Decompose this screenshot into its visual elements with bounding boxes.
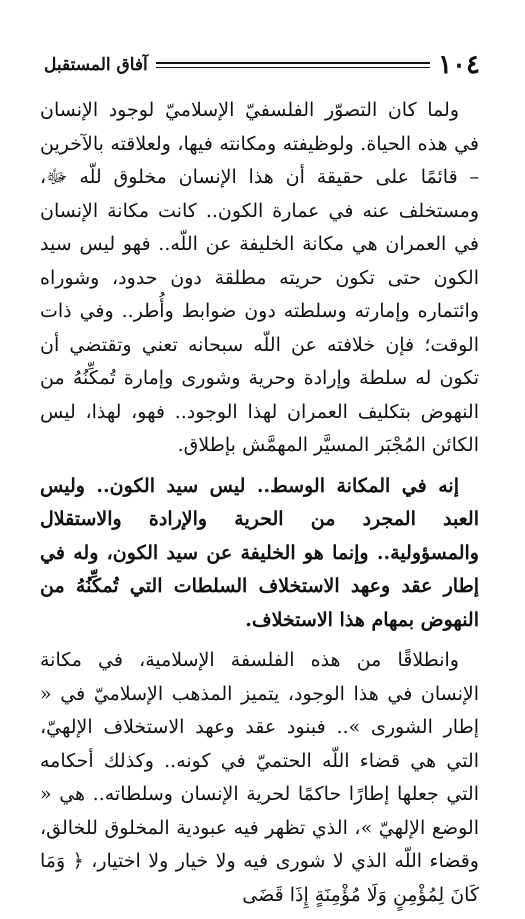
paragraph-1: ولما كان التصوّر الفلسفيّ الإسلاميّ لوجود الإنسان في هذه الحياة. ولوظيفته ومكانته فيها، ولعلاقته بالآخرين – قائمًا على حقيقة أن هذا الإنسان مخلوق للّه ﷻ، ومستخلف عنه في عمارة الكون.. كانت مكانة الإنسان في العمران هي مكانة الخليفة عن اللّه.. فهو ليس سيد الكون حتى تكون حريته مطلقة دون حدود، وشوراه وائتماره وإمارته وسلطته دون ضوابط وأُطر.. وفي ذات الوقت؛ فإن خلافته عن اللّه سبحانه تعني وتقتضي أن تكون له سلطة وإرادة وحرية وشورى وإمارة تُمكِّنُهُ من النهوض بتكليف العمران لهذا الوجود.. فهو، لهذا، ليس الكائن المُجْبَر المسيَّر المهمَّش بإطلاق.	[40, 99, 479, 456]
running-title: آفاق المستقبل	[44, 55, 148, 75]
paragraph-3: وانطلاقًا من هذه الفلسفة الإسلامية، في مكانة الإنسان في هذا الوجود، يتميز المذهب الإسلاميّ في « إطار الشورى ».. فبنود عقد وعهد الاستخلاف الإلهيّ، التي هي قضاء اللّه الحتميّ في كونه.. وكذلك أحكامه التي جعلها إطارًا حاكمًا لحرية الإنسان وسلطاته.. هي « الوضع الإلهيّ »، الذي تظهر فيه عبودية المخلوق للخالق، وقضاء اللّه الذي لا شورى فيه ولا خيار ولا اختيار، ﴿ وَمَا كَانَ لِمُؤْمِنٍ وَلَا مُؤْمِنَةٍ إِذَا قَضَى	[40, 649, 479, 906]
header-rule	[156, 62, 430, 68]
page-number: ١٠٤	[438, 50, 480, 80]
page-header	[44, 50, 480, 80]
paragraph-2-bold: إنه في المكانة الوسط.. ليس سيد الكون.. وليس العبد المجرد من الحرية والإرادة والاستقلال والمسؤولية.. وإنما هو الخليفة عن سيد الكون، وله في إطار عقد وعهد الاستخلاف السلطات التي تُمكِّنُهُ من النهوض بمهام هذا الاستخلاف.	[40, 474, 479, 631]
page-body	[40, 94, 479, 919]
